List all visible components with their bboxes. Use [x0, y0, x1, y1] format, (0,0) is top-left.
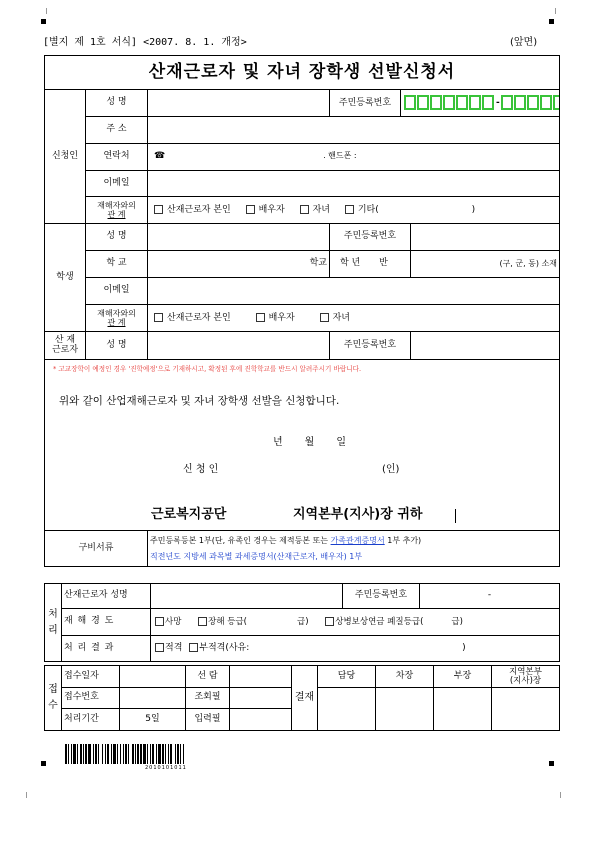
- barcode-bar: [71, 744, 72, 764]
- registration-mark-bottom-right: [549, 761, 554, 766]
- student-email-label: 이메일: [86, 278, 148, 305]
- documents-label: 구비서류: [45, 531, 148, 567]
- crop-mark: [555, 8, 562, 14]
- barcode-bar: [98, 744, 99, 764]
- result-options: [151, 636, 560, 662]
- barcode-bar: [123, 744, 124, 764]
- barcode-bar: [156, 744, 157, 764]
- applicant-resident-row: [330, 90, 560, 117]
- section-applicant: 신청인: [45, 90, 86, 224]
- barcode-bar: [105, 744, 106, 764]
- applicant-email-field[interactable]: [148, 171, 560, 197]
- barcode-bar: [120, 744, 121, 764]
- applicant-relation-label: 재해자와의 관 계: [86, 197, 148, 224]
- student-relation-label: 재해자와의 관 계: [86, 305, 148, 332]
- class-label: 반: [379, 258, 388, 269]
- entered-field[interactable]: [230, 709, 292, 731]
- barcode-bar: [150, 744, 151, 764]
- barcode-bar: [107, 744, 109, 764]
- resident-no-label: 주민등록번호: [343, 584, 420, 609]
- checkbox-icon[interactable]: [154, 313, 163, 322]
- receipt-date-field[interactable]: [120, 666, 186, 688]
- applicant-name-label: 성 명: [86, 90, 148, 117]
- student-location-field[interactable]: (구, 군, 동) 소재: [411, 251, 560, 278]
- option-eligible[interactable]: 적격: [155, 643, 182, 653]
- applicant-contact-label: 연락처: [86, 144, 148, 171]
- document-item-2: 직전년도 지방세 과목별 과세증명서(산재근로자, 배우자) 1부: [150, 551, 363, 561]
- family-certificate-link[interactable]: 가족관계증명서: [330, 536, 385, 546]
- checkbox-icon[interactable]: [189, 643, 198, 652]
- form-title: 산재근로자 및 자녀 장학생 선발신청서: [45, 56, 560, 90]
- applicant-contact-field[interactable]: [148, 144, 560, 171]
- section-processing: 처리: [45, 584, 62, 662]
- sign-manager[interactable]: [434, 688, 492, 731]
- worker-name-field[interactable]: [151, 584, 343, 609]
- checkbox-icon[interactable]: [155, 617, 164, 626]
- declaration-note: * 고교장학이 예정인 경우 '진학예정'으로 기재하시고, 확정된 후에 진학학교를 반드시 알려주시기 바랍니다.: [53, 365, 362, 373]
- approver-staff: 담당: [318, 666, 376, 688]
- approver-manager: 부장: [434, 666, 492, 688]
- option-self[interactable]: 산재근로자 본인: [154, 313, 231, 323]
- barcode-number: 2010101011: [145, 765, 187, 771]
- registration-mark-top-left: [41, 19, 46, 24]
- option-pension-grade[interactable]: 상병보상연금 폐질등급( 급): [325, 617, 463, 627]
- applicant-email-label: 이메일: [86, 171, 148, 197]
- applicant-address-label: 주 소: [86, 117, 148, 144]
- barcode-bar: [143, 744, 146, 764]
- barcode-bar: [68, 744, 69, 764]
- barcode-bar: [168, 744, 169, 764]
- option-child[interactable]: 자녀: [300, 205, 330, 215]
- section-injured-worker: 산 재 근로자: [45, 332, 86, 360]
- barcode-bar: [125, 744, 127, 764]
- documents-list: [148, 531, 560, 567]
- selection-label: 선 람: [186, 666, 230, 688]
- approver-deputy: 차장: [376, 666, 434, 688]
- processing-period-value: 5일: [120, 709, 186, 731]
- selection-field[interactable]: [230, 666, 292, 688]
- receipt-number-field[interactable]: [120, 688, 186, 709]
- seal-mark: (인): [382, 464, 400, 475]
- disability-options: [151, 609, 560, 636]
- option-other[interactable]: 기타(: [345, 205, 379, 215]
- declaration-statement: 위와 같이 산업재해근로자 및 자녀 장학생 선발을 신청합니다.: [59, 395, 340, 407]
- checkbox-icon[interactable]: [155, 643, 164, 652]
- barcode-bar: [117, 744, 118, 764]
- crop-mark: [560, 792, 567, 798]
- date-line: 년 월 일: [273, 437, 347, 448]
- registration-mark-bottom-left: [41, 761, 46, 766]
- barcode-bar: [73, 744, 76, 764]
- applicant-relation-options: [148, 197, 560, 224]
- reviewed-field[interactable]: [230, 688, 292, 709]
- crop-mark: [40, 8, 47, 14]
- option-disability-grade[interactable]: 장해 등급( 급): [198, 617, 308, 627]
- barcode-bar: [113, 744, 116, 764]
- barcode-bar: [65, 744, 67, 764]
- option-child[interactable]: 자녀: [320, 313, 350, 323]
- entered-label: 입력필: [186, 709, 230, 731]
- mobile-label: . 핸드폰 :: [323, 151, 357, 161]
- barcode-bar: [147, 744, 148, 764]
- barcode-bar: [183, 744, 184, 764]
- barcode-bar: [177, 744, 179, 764]
- barcode-bar: [77, 744, 78, 764]
- barcode-bar: [128, 744, 129, 764]
- checkbox-icon[interactable]: [246, 205, 255, 214]
- student-resident-field[interactable]: [411, 224, 560, 251]
- barcode-bar: [158, 744, 161, 764]
- student-name-field[interactable]: [148, 224, 330, 251]
- barcode-bar: [88, 744, 91, 764]
- checkbox-icon[interactable]: [154, 205, 163, 214]
- checkbox-icon[interactable]: [345, 205, 354, 214]
- checkbox-icon[interactable]: [300, 205, 309, 214]
- grade-label: 학 년: [340, 258, 361, 269]
- receipt-number-label: 접수번호: [62, 688, 120, 709]
- barcode-bar: [180, 744, 181, 764]
- barcode-bar: [102, 744, 103, 764]
- applicant-resident-label: 주민등록번호: [330, 90, 401, 116]
- option-self[interactable]: 산재근로자 본인: [154, 205, 231, 215]
- result-label: 처 리 결 과: [62, 636, 151, 662]
- applicant-name-field[interactable]: [148, 90, 330, 117]
- document-item-1: 주민등록등본 1부(단, 유족인 경우는 제적등본 또는 가족관계증명서 1부 추가): [150, 536, 422, 546]
- sign-branch-head[interactable]: [492, 688, 560, 731]
- resident-dash: -: [496, 98, 500, 108]
- option-death[interactable]: 사망: [155, 617, 181, 627]
- barcode-bar: [175, 744, 176, 764]
- barcode-bar: [111, 744, 112, 764]
- disability-label: 재 해 경 도: [62, 609, 151, 636]
- worker-name-field[interactable]: [148, 332, 330, 360]
- declaration-block: [45, 360, 560, 531]
- student-grade-field[interactable]: [330, 251, 411, 278]
- section-student: 학생: [45, 224, 86, 332]
- resident-no-field[interactable]: -: [420, 584, 560, 609]
- barcode-bar: [140, 744, 142, 764]
- barcode-bar: [80, 744, 82, 764]
- approver-branch-head: 지역본부 (지사)장: [492, 666, 560, 688]
- option-spouse[interactable]: 배우자: [246, 205, 285, 215]
- barcode-bar: [83, 744, 84, 764]
- addressee: 지역본부(지사)장 귀하: [293, 507, 423, 522]
- application-form: [44, 55, 560, 567]
- student-school-label: 학 교: [86, 251, 148, 278]
- form-number: [별지 제 1호 서식] <2007. 8. 1. 개정>: [43, 37, 247, 48]
- student-relation-options: [148, 305, 560, 332]
- barcode-bar: [95, 744, 97, 764]
- checkbox-icon[interactable]: [320, 313, 329, 322]
- page-side: (앞면): [510, 37, 538, 48]
- barcode-bar: [165, 744, 166, 764]
- barcode-bar: [132, 744, 134, 764]
- sign-deputy[interactable]: [376, 688, 434, 731]
- checkbox-icon[interactable]: [198, 617, 207, 626]
- worker-resident-field[interactable]: [411, 332, 560, 360]
- worker-resident-label: 주민등록번호: [330, 332, 411, 360]
- student-name-label: 성 명: [86, 224, 148, 251]
- result-close: ): [462, 643, 466, 654]
- receipt-date-label: 접수일자: [62, 666, 120, 688]
- barcode-bar: [85, 744, 87, 764]
- processing-period-label: 처리기간: [62, 709, 120, 731]
- student-email-field[interactable]: [148, 278, 560, 305]
- barcode-bar: [93, 744, 94, 764]
- crop-mark: [20, 792, 27, 798]
- checkbox-icon[interactable]: [325, 617, 334, 626]
- processing-table: [44, 583, 560, 662]
- approval-label: 결재: [292, 666, 318, 731]
- phone-icon: ☎: [154, 151, 166, 162]
- student-resident-label: 주민등록번호: [330, 224, 411, 251]
- option-ineligible[interactable]: 부적격(사유:: [189, 643, 249, 653]
- worker-name-label: 산재근로자 성명: [62, 584, 151, 609]
- organization-name: 근로복지공단: [151, 507, 227, 522]
- barcode-bar: [162, 744, 164, 764]
- registration-mark-top-right: [549, 19, 554, 24]
- barcode-bar: [152, 744, 154, 764]
- applicant-sign-label: 신 청 인: [183, 464, 219, 475]
- text-cursor: [455, 509, 456, 523]
- receipt-table: [44, 665, 560, 731]
- applicant-resident-back-boxes[interactable]: [501, 95, 560, 110]
- student-school-field[interactable]: 학교: [148, 251, 330, 278]
- reviewed-label: 조회필: [186, 688, 230, 709]
- worker-name-label: 성 명: [86, 332, 148, 360]
- barcode-bar: [170, 744, 172, 764]
- checkbox-icon[interactable]: [256, 313, 265, 322]
- applicant-address-field[interactable]: [148, 117, 560, 144]
- section-receipt: 접수: [45, 666, 62, 731]
- barcode-bar: [137, 744, 139, 764]
- applicant-resident-front-boxes[interactable]: [404, 95, 495, 110]
- option-other-close: ): [471, 204, 476, 215]
- sign-staff[interactable]: [318, 688, 376, 731]
- option-spouse[interactable]: 배우자: [256, 313, 295, 323]
- barcode-bar: [135, 744, 136, 764]
